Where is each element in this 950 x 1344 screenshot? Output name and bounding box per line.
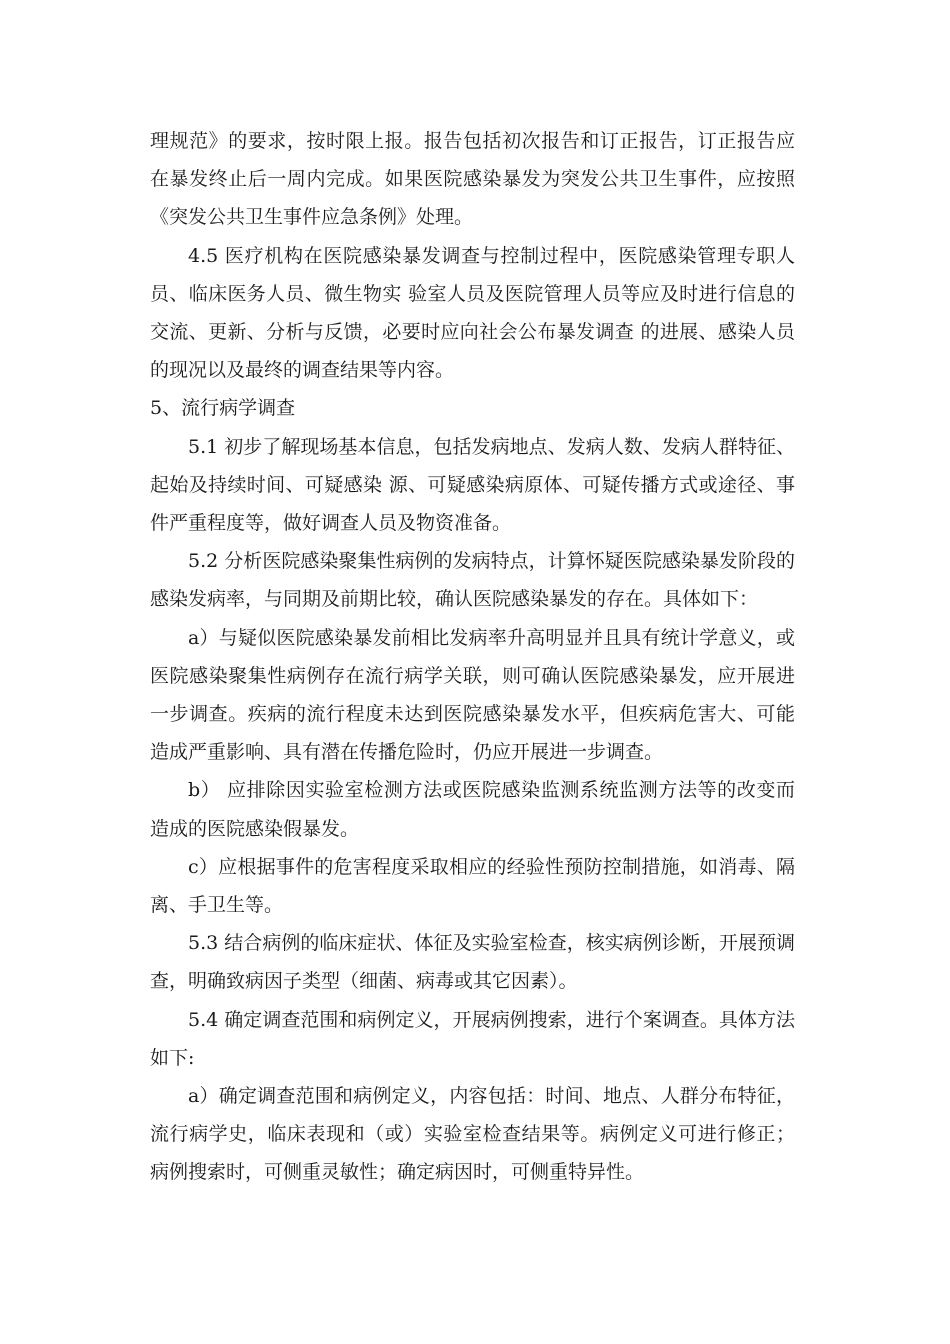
paragraph-5-1: 5.1 初步了解现场基本信息，包括发病地点、发病人数、发病人群特征、起始及持续时间、可疑感染 源、可疑感染病原体、可疑传播方式或途径、事件严重程度等，做好调查人员及物资准备。	[150, 435, 795, 535]
paragraph-5-2: 5.2 分析医院感染聚集性病例的发病特点，计算怀疑医院感染暴发阶段的感染发病率，与同期及前期比较，确认医院感染暴发的存在。具体如下：	[150, 550, 795, 611]
paragraph-5-4: 5.4 确定调查范围和病例定义，开展病例搜索，进行个案调查。具体方法如下:	[150, 1008, 795, 1069]
paragraph-5-2-c: c）应根据事件的危害程度采取相应的经验性预防控制措施，如消毒、隔离、手卫生等。	[150, 855, 795, 917]
paragraph-5-2-a: a）与疑似医院感染暴发前相比发病率升高明显并且具有统计学意义，或医院感染聚集性病例存在流行病学关联，则可确认医院感染暴发，应开展进一步调查。疾病的流行程度未达到医院感染暴发水平，但疾病危害大、可能造成严重影响、具有潜在传播危险时，仍应开展进一步调查。	[150, 626, 795, 764]
document-body	[150, 122, 795, 1192]
paragraph-reporting-continued: 理规范》的要求，按时限上报。报告包括初次报告和订正报告，订正报告应在暴发终止后一周内完成。如果医院感染暴发为突发公共卫生事件，应按照《突发公共卫生事件应急条例》处理。	[150, 130, 795, 229]
paragraph-5-3: 5.3 结合病例的临床症状、体征及实验室检查，核实病例诊断，开展预调查，明确致病因子类型（细菌、病毒或其它因素）。	[150, 932, 795, 993]
paragraph-5-4-a: a）确定调查范围和病例定义，内容包括：时间、地点、人群分布特征，流行病学史，临床表现和（或）实验室检查结果等。病例定义可进行修正；病例搜索时，可侧重灵敏性；确定病因时，可侧重特异性。	[150, 1085, 795, 1184]
paragraph-4-5: 4.5 医疗机构在医院感染暴发调查与控制过程中，医院感染管理专职人员、临床医务人员、微生物实 验室人员及医院管理人员等应及时进行信息的交流、更新、分析与反馈，必要时应向社会公布暴发调查 的进展、感染人员的现况以及最终的调查结果等内容。	[150, 244, 795, 382]
paragraph-5-2-b: b） 应排除因实验室检测方法或医院感染监测系统监测方法等的改变而造成的医院感染假暴发。	[150, 779, 795, 840]
section-heading-5: 5、流行病学调查	[150, 397, 296, 420]
